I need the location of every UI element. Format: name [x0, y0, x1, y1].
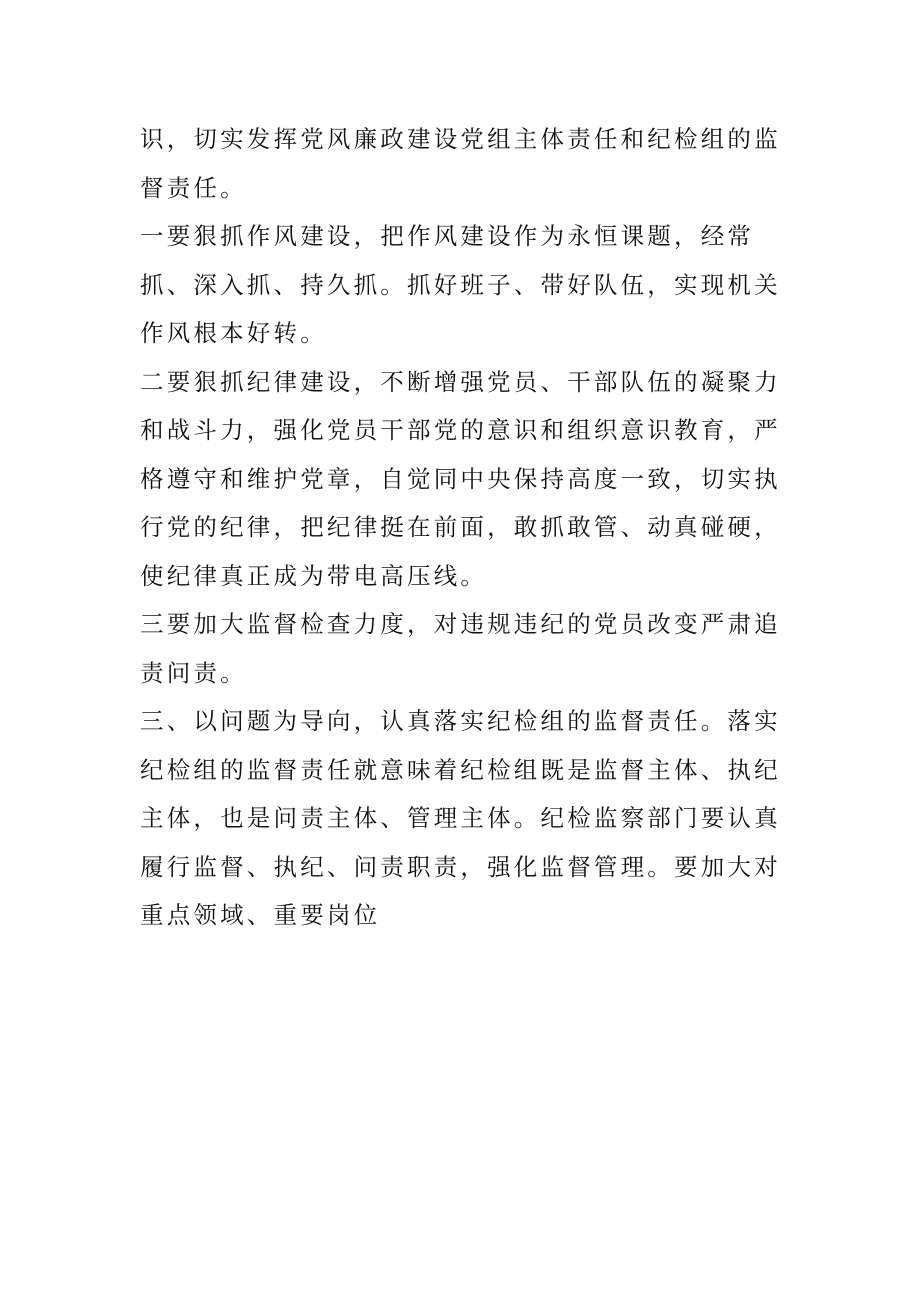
paragraph-section-three: 三、以问题为导向，认真落实纪检组的监督责任。落实纪检组的监督责任就意味着纪检组既是监督主体、执纪主体，也是问责主体、管理主体。纪检监察部门要认真履行监督、执纪、问责职责，强化监督管理。要加大对重点领域、重要岗位	[140, 707, 781, 929]
paragraph-discipline-building: 二要狠抓纪律建设，不断增强党员、干部队伍的凝聚力和战斗力，强化党员干部党的意识和组织意识教育，严格遵守和维护党章，自觉同中央保持高度一致，切实执行党的纪律，把纪律挺在前面，敢抓敢管、动真碰硬，使纪律真正成为带电高压线。	[140, 367, 781, 590]
paragraph-style-building: 一要狠抓作风建设，把作风建设作为永恒课题，经常抓、深入抓、持久抓。抓好班子、带好队伍，实现机关作风根本好转。	[140, 222, 781, 347]
paragraph-supervision-inspection: 三要加大监督检查力度，对违规违纪的党员改变严肃追责问责。	[140, 610, 781, 687]
paragraph-continuation: 识，切实发挥党风廉政建设党组主体责任和纪检组的监督责任。	[140, 125, 781, 202]
document-body	[140, 115, 800, 940]
